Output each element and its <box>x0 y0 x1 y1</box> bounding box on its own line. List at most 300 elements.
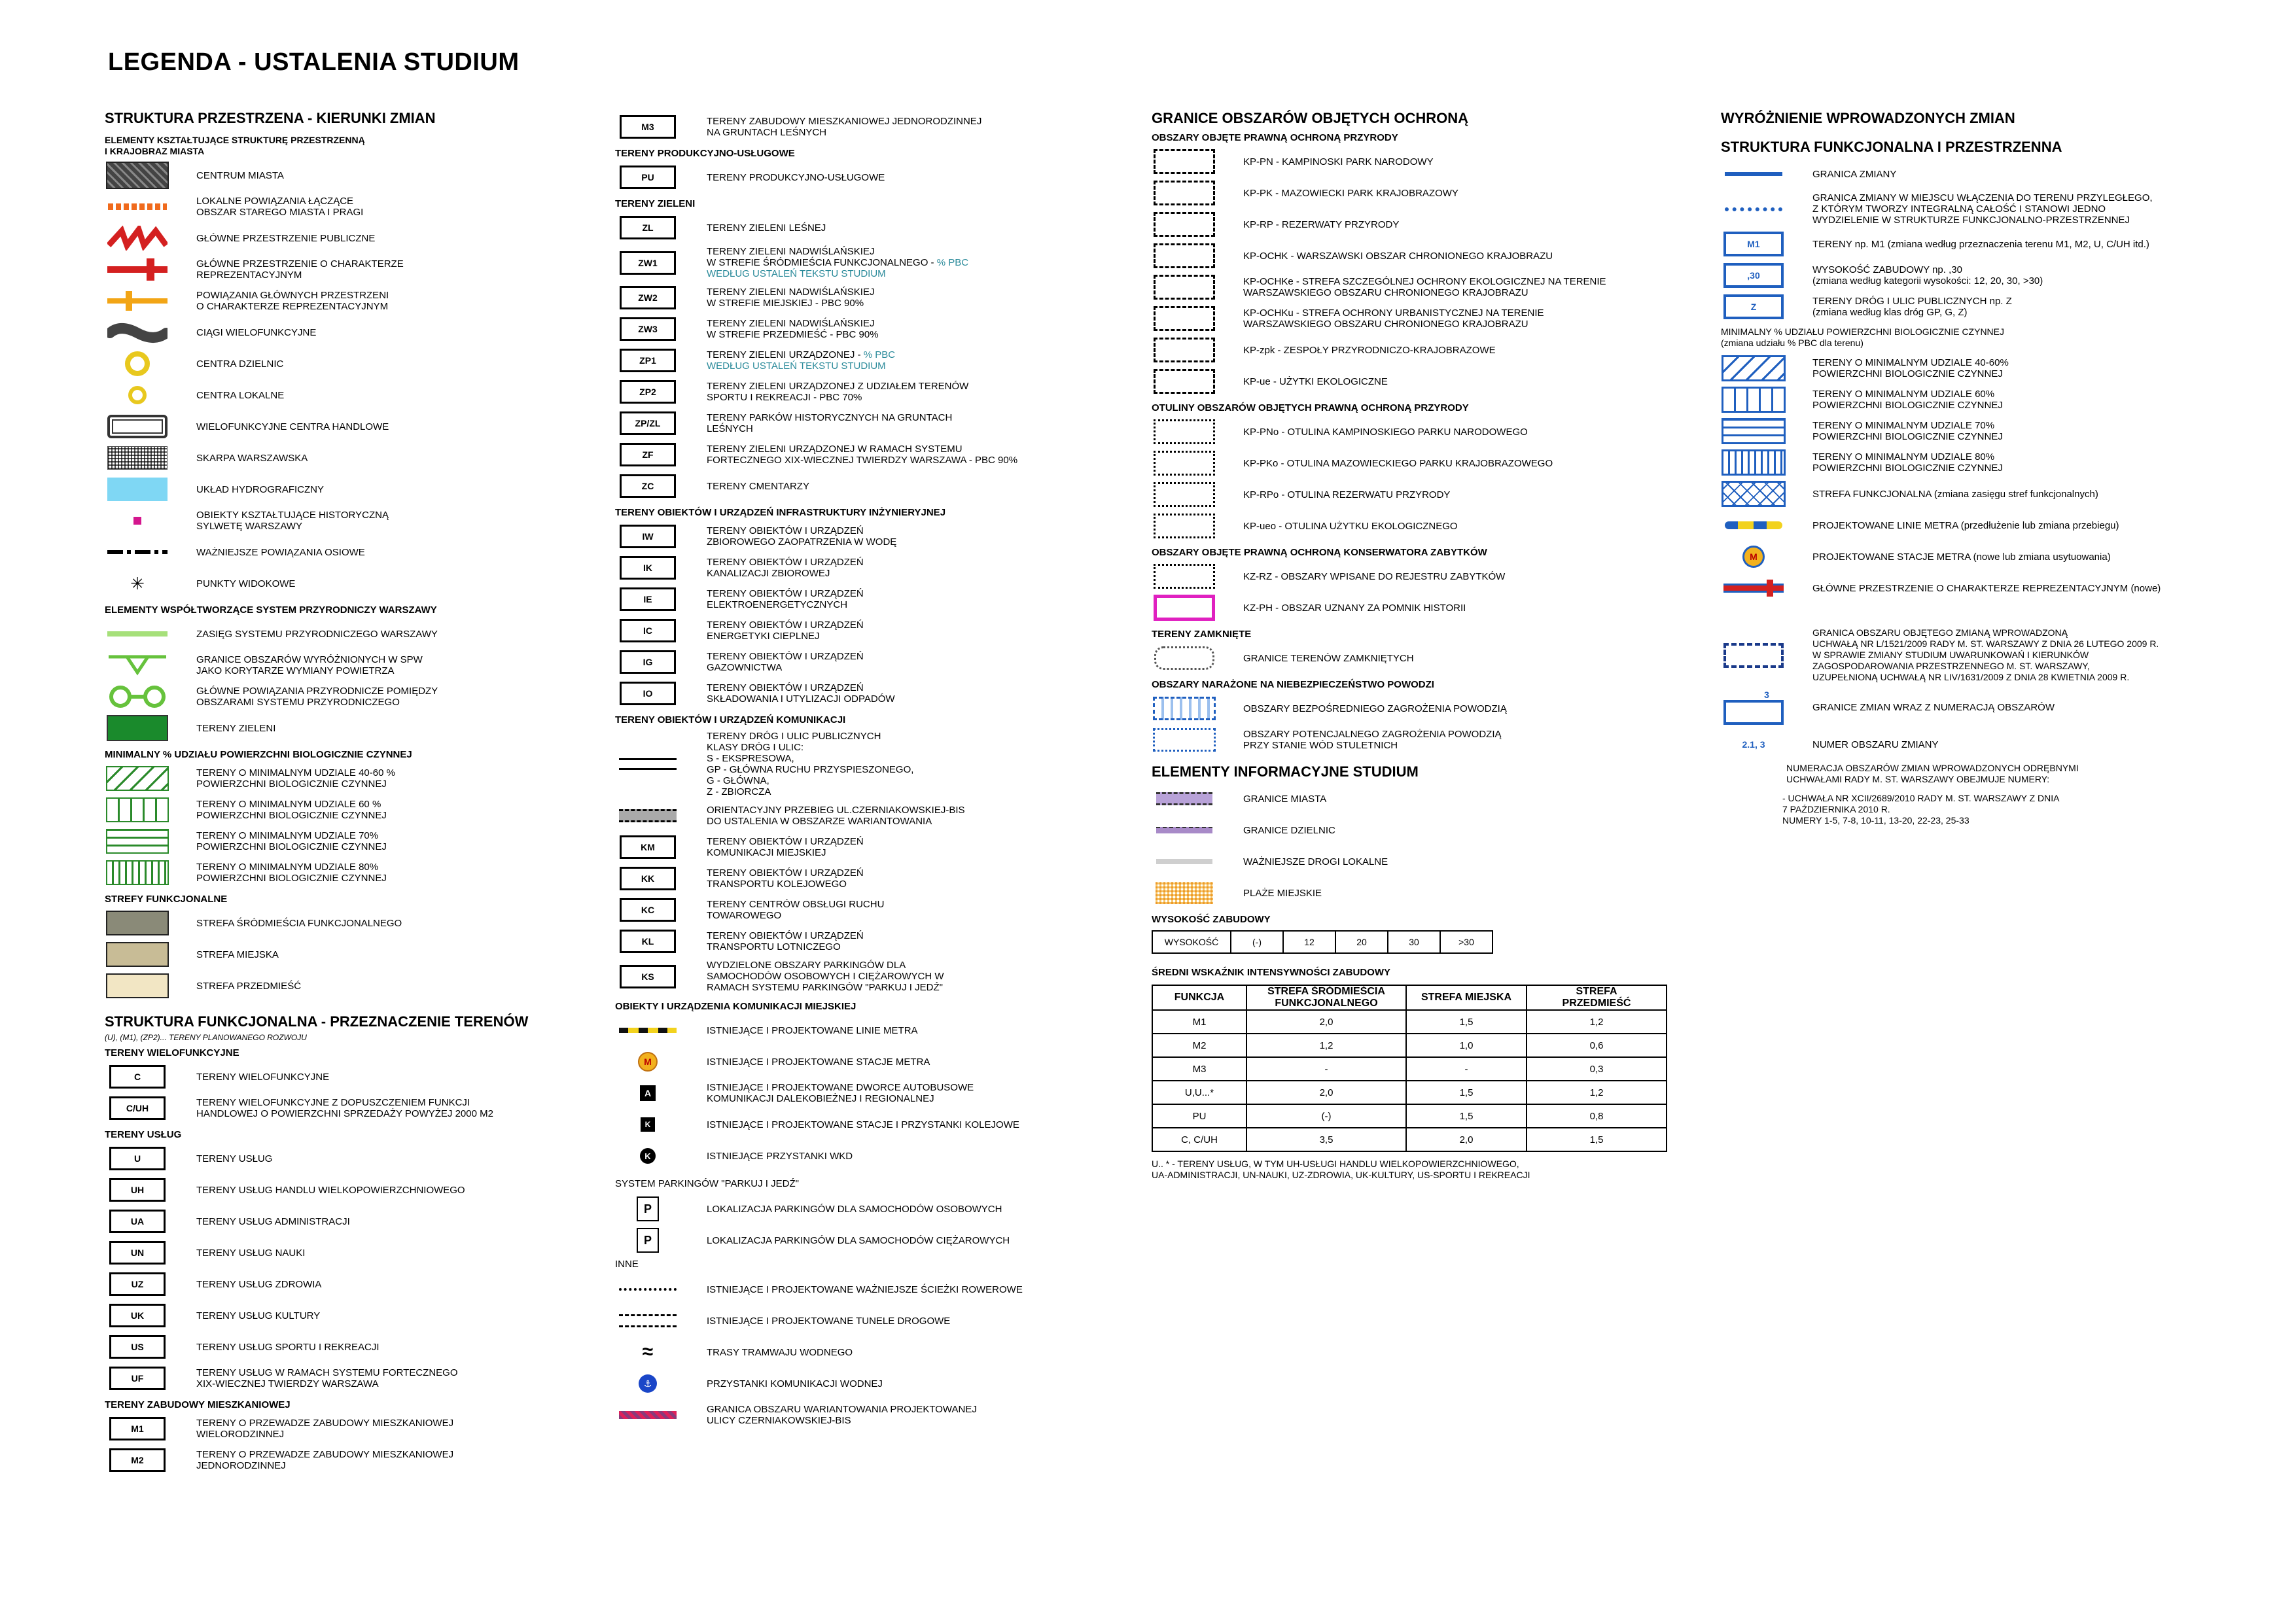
legend-row: CENTRA DZIELNIC <box>105 351 628 377</box>
bus-station-icon: A <box>615 1081 680 1105</box>
heading-zabytkow: OBSZARY OBJĘTE PRAWNĄ OCHRONĄ KONSERWATORA ZABYTKÓW <box>1152 547 1487 558</box>
table-cell: 1,2 <box>1527 1010 1667 1034</box>
strefa-przedmiesc-symbol <box>106 973 169 998</box>
granice-miasta-symbol <box>1152 787 1217 811</box>
zm-metro-station-icon: M <box>1721 545 1786 568</box>
heading-otuliny: OTULINY OBSZARÓW OBJĘTYCH PRAWNĄ OCHRONĄ PRZYRODY <box>1152 402 1469 413</box>
plaze-symbol <box>1152 881 1217 905</box>
protection-boundary-symbol <box>1154 451 1215 476</box>
code-box: ZW2 <box>620 286 676 309</box>
zm-reprezentacyjne-symbol <box>1721 576 1786 600</box>
legend-row: IE TERENY OBIEKTÓW I URZĄDZEŃ ELEKTROENERGETYCZNYCH <box>615 586 1139 612</box>
legend-row: KM TERENY OBIEKTÓW I URZĄDZEŃ KOMUNIKACJI MIEJSKIEJ <box>615 834 1139 860</box>
skarpa-symbol <box>105 446 170 470</box>
heading-ochrona: GRANICE OBSZARÓW OBJĘTYCH OCHRONĄ <box>1152 110 1469 126</box>
table-cell: 2,0 <box>1246 1010 1406 1034</box>
code-box: KM <box>620 835 676 859</box>
legend-row: KP-OCHKe - STREFA SZCZEGÓLNEJ OCHRONY EKOLOGICZNEJ NA TERENIE WARSZAWSKIEGO OBSZARU CHRONIONEGO KRAJOBRAZU <box>1152 274 1701 300</box>
centra-lokalne-icon <box>105 383 170 407</box>
table-header: STREFA PRZEDMIEŚĆ <box>1527 985 1667 1010</box>
code-box: IK <box>620 556 676 580</box>
tunnel-symbol <box>615 1309 680 1333</box>
legend-row: KP-PN - KAMPINOSKI PARK NARODOWY <box>1152 148 1701 175</box>
legend-row: ZW2 TERENY ZIELENI NADWIŚLAŃSKIEJ W STREFIE MIEJSKIEJ - PBC 90% <box>615 285 1139 311</box>
legend-row: CIĄGI WIELOFUNKCYJNE <box>105 319 628 345</box>
heading-produkcyjno: TERENY PRODUKCYJNO-USŁUGOWE <box>615 148 795 159</box>
powiazania-reprezentacyjne-symbol <box>105 289 170 313</box>
legend-row: KC TERENY CENTRÓW OBSŁUGI RUCHU TOWAROWEGO <box>615 897 1139 923</box>
legend-row: IC TERENY OBIEKTÓW I URZĄDZEŃ ENERGETYKI CIEPLNEJ <box>615 618 1139 644</box>
legend-row: ZP/ZL TERENY PARKÓW HISTORYCZNYCH NA GRUNTACH LEŚNYCH <box>615 410 1139 436</box>
legend-row: ZC TERENY CMENTARZY <box>615 473 1139 499</box>
legend-row: M PROJEKTOWANE STACJE METRA (nowe lub zmiana usytuowania) <box>1721 544 2218 570</box>
legend-row: ISTNIEJĄCE I PROJEKTOWANE WAŻNIEJSZE ŚCIEŻKI ROWEROWE <box>615 1276 1139 1302</box>
water-stop-icon: ⚓ <box>615 1372 680 1395</box>
table-cell: 1,2 <box>1246 1034 1406 1057</box>
code-box: C <box>109 1065 166 1089</box>
legend-row: C/UH TERENY WIELOFUNKCYJNE Z DOPUSZCZENIEM FUNKCJI HANDLOWEJ O POWIERZCHNI SPRZEDAŻY POWYŻEJ 2000 M2 <box>105 1095 628 1121</box>
legend-row: C TERENY WIELOFUNKCYJNE <box>105 1064 628 1090</box>
granice-dzielnic-symbol <box>1152 818 1217 842</box>
protection-boundary-symbol <box>1154 149 1215 174</box>
protection-boundary-symbol <box>1154 212 1215 237</box>
code-box: IG <box>620 650 676 674</box>
heading-funkcjonalna: STRUKTURA FUNKCJONALNA - PRZEZNACZENIE TERENÓW <box>105 1013 529 1030</box>
korytarze-symbol <box>105 654 170 677</box>
heading-informacyjne: ELEMENTY INFORMACYJNE STUDIUM <box>1152 763 1419 780</box>
legend-row: GŁÓWNE PRZESTRZENIE O CHARAKTERZE REPREZENTACYJNYM <box>105 256 628 283</box>
code-box: ZW3 <box>620 317 676 341</box>
tereny-zieleni-symbol <box>105 716 170 740</box>
heading-przyroda: ELEMENTY WSPÓŁTWORZĄCE SYSTEM PRZYRODNICZY WARSZAWY <box>105 604 437 616</box>
heading-powodzi: OBSZARY NARAŻONE NA NIEBEZPIECZEŃSTWO POWODZI <box>1152 679 1434 690</box>
table-row <box>1152 1104 1667 1128</box>
legend-row: KZ-PH - OBSZAR UZNANY ZA POMNIK HISTORII <box>1152 595 1701 621</box>
granice-zmian-symbol <box>1723 700 1784 725</box>
table-cell: 3,5 <box>1246 1128 1406 1151</box>
table-row <box>1152 1010 1667 1034</box>
protection-boundary-symbol <box>1154 181 1215 205</box>
legend-row: WIELOFUNKCYJNE CENTRA HANDLOWE <box>105 413 628 440</box>
granica-obszaru-symbol <box>1723 643 1784 668</box>
table-cell: M2 <box>1152 1034 1246 1057</box>
legend-row: UZ TERENY USŁUG ZDROWIA <box>105 1271 628 1297</box>
table-cell: 1,5 <box>1406 1010 1527 1034</box>
czerniakowska-symbol <box>615 804 680 828</box>
heading-komunikacji: TERENY OBIEKTÓW I URZĄDZEŃ KOMUNIKACJI <box>615 714 846 725</box>
table-cell: 1,5 <box>1527 1128 1667 1151</box>
legend-row: UKŁAD HYDROGRAFICZNY <box>105 476 628 502</box>
note-funkcjonalna: (U), (M1), (ZP2)... TERENY PLANOWANEGO ROZWOJU <box>105 1033 307 1042</box>
legend-row: GŁÓWNE PRZESTRZENIE O CHARAKTERZE REPREZENTACYJNYM (nowe) <box>1721 575 2218 601</box>
code-box: IW <box>620 525 676 548</box>
heading-miejskiej: OBIEKTY I URZĄDZENIA KOMUNIKACJI MIEJSKIEJ <box>615 1001 857 1012</box>
legend-row: ZP1 TERENY ZIELENI URZĄDZONEJ - % PBC WEDŁUG USTALEŃ TEKSTU STUDIUM <box>615 347 1139 374</box>
code-box: KC <box>620 898 676 922</box>
protection-boundary-symbol <box>1154 338 1215 362</box>
legend-row: P LOKALIZACJA PARKINGÓW DLA SAMOCHODÓW OSOBOWYCH <box>615 1196 1139 1222</box>
legend-row: UN TERENY USŁUG NAUKI <box>105 1240 628 1266</box>
code-box: M2 <box>109 1448 166 1472</box>
change-code-box: ,30 <box>1723 263 1784 288</box>
legend-row: KP-zpk - ZESPOŁY PRZYRODNICZO-KRAJOBRAZOWE <box>1152 337 1701 363</box>
legend-row: POWIĄZANIA GŁÓWNYCH PRZESTRZENI O CHARAKTERZE REPREZENTACYJNYM <box>105 288 628 314</box>
legend-row: ⚓ PRZYSTANKI KOMUNIKACJI WODNEJ <box>615 1370 1139 1397</box>
legend-row: ZASIĘG SYSTEMU PRZYRODNICZEGO WARSZAWY <box>105 621 628 647</box>
table-cell: PU <box>1152 1104 1246 1128</box>
legend-row: GRANICE MIASTA <box>1152 786 1701 812</box>
legend-row: IO TERENY OBIEKTÓW I URZĄDZEŃ SKŁADOWANIA I UTYLIZACJI ODPADÓW <box>615 680 1139 707</box>
strefa-srodmiescia-symbol <box>106 911 169 935</box>
column-4 <box>1721 105 2218 826</box>
table-row <box>1152 1081 1667 1104</box>
legend-row: TERENY DRÓG I ULIC PUBLICZNYCH KLASY DRÓG I ULIC: S - EKSPRESOWA, GP - GŁÓWNA RUCHU PRZYSPIESZONEGO, G - GŁÓWNA, Z - ZBIORCZA <box>615 731 1139 797</box>
zm-pbc-70-symbol <box>1722 418 1786 444</box>
produkcyjno-list <box>615 164 1139 190</box>
protection-boundary-symbol <box>1154 306 1215 331</box>
legend-row: IW TERENY OBIEKTÓW I URZĄDZEŃ ZBIOROWEGO ZAOPATRZENIA W WODĘ <box>615 523 1139 550</box>
metro-line-symbol <box>615 1019 680 1042</box>
zieleni-list <box>615 215 1139 499</box>
code-box: ZP2 <box>620 380 676 404</box>
uchwala-text: - UCHWAŁA NR XCII/2689/2010 RADY M. ST. WARSZAWY Z DNIA 7 PAŹDZIERNIKA 2010 R. NUMERY 1-5, 7-8, 10-11, 13-20, 22-23, 25-33 <box>1782 793 2060 826</box>
legend-row: LOKALNE POWIĄZANIA ŁĄCZĄCE OBSZAR STAREGO MIASTA I PRAGI <box>105 194 628 220</box>
granica-zmiany-symbol <box>1721 162 1786 186</box>
table-row <box>1152 1128 1667 1151</box>
code-box: UF <box>109 1367 166 1390</box>
legend-row: M1 TERENY np. M1 (zmiana według przeznaczenia terenu M1, M2, U, C/UH itd.) <box>1721 231 2218 257</box>
table-cell: 2,0 <box>1246 1081 1406 1104</box>
numeracja-text: NUMERACJA OBSZARÓW ZMIAN WPROWADZONYCH ODRĘBNYMI UCHWAŁAMI RADY M. ST. WARSZAWY OBEJMUJE NUMERY: <box>1786 763 2079 784</box>
table-cell: M1 <box>1152 1010 1246 1034</box>
bike-path-symbol <box>615 1278 680 1301</box>
legend-row: ZL TERENY ZIELENI LEŚNEJ <box>615 215 1139 241</box>
kz-ph-symbol <box>1154 595 1215 621</box>
legend-row: TERENY O MINIMALNYM UDZIALE 80% POWIERZCHNI BIOLOGICZNIE CZYNNEJ <box>105 860 628 886</box>
kody-list <box>1721 231 2218 320</box>
code-box: KS <box>620 965 676 988</box>
protection-boundary-symbol <box>1154 243 1215 268</box>
hydrograficzny-symbol <box>105 478 170 501</box>
table-cell: 1,5 <box>1406 1081 1527 1104</box>
rail-station-icon: K <box>615 1113 680 1136</box>
table-header: FUNKCJA <box>1152 985 1246 1010</box>
legend-row: IG TERENY OBIEKTÓW I URZĄDZEŃ GAZOWNICTWA <box>615 649 1139 675</box>
numer-obszaru-symbol: 2.1, 3 <box>1742 739 1765 750</box>
mieszkaniowej-list <box>105 1416 628 1473</box>
code-box: ZL <box>620 216 676 239</box>
code-box: US <box>109 1335 166 1359</box>
heading-wyroznienie: WYRÓŻNIENIE WPROWADZONYCH ZMIAN <box>1721 110 2015 126</box>
legend-row: STREFA MIEJSKA <box>105 941 628 968</box>
code-box: ZW1 <box>620 251 676 275</box>
heading-wielofunkcyjne: TERENY WIELOFUNKCYJNE <box>105 1047 239 1058</box>
legend-row: GRANICA OBSZARU OBJĘTEGO ZMIANĄ WPROWADZONĄ UCHWAŁĄ NR L/1521/2009 RADY M. ST. WARSZAWY Z DNIA 26 LUTEGO 2009 R. W SPRAWIE ZMIANY STUDIUM UWARUNKOWAŃ I KIERUNKÓW ZAGOSPODAROWANIA PRZESTRZENNEGO M. ST. WARSZAWY, UZUPEŁNIONĄ UCHWAŁĄ NR LIV/1631/2009 Z DNIA 28 KWIETNIA 2009 R. <box>1721 627 2218 683</box>
legend-row: ZW3 TERENY ZIELENI NADWIŚLAŃSKIEJ W STREFIE PRZEDMIEŚĆ - PBC 90% <box>615 316 1139 342</box>
legend-row: US TERENY USŁUG SPORTU I REKREACJI <box>105 1334 628 1360</box>
legend-row: KP-PNo - OTULINA KAMPINOSKIEGO PARKU NARODOWEGO <box>1152 419 1701 445</box>
metro-station-icon: M <box>615 1050 680 1073</box>
heading-zieleni: TERENY ZIELENI <box>615 198 696 209</box>
legend-row: ZF TERENY ZIELENI URZĄDZONEJ W RAMACH SYSTEMU FORTECZNEGO XIX-WIECZNEJ TWIERDZY WARSZAWA - PBC 90% <box>615 442 1139 468</box>
table-row <box>1152 1034 1667 1057</box>
code-box: UA <box>109 1210 166 1233</box>
legend-row: KK TERENY OBIEKTÓW I URZĄDZEŃ TRANSPORTU KOLEJOWEGO <box>615 865 1139 892</box>
table-cell: U,U...* <box>1152 1081 1246 1104</box>
legend-row: GRANICE TERENÓW ZAMKNIĘTYCH <box>1152 645 1701 671</box>
protection-boundary-symbol <box>1154 482 1215 507</box>
intensywnosc-table <box>1152 985 1667 1152</box>
powiazania-przyrodnicze-symbol <box>105 685 170 708</box>
legend-row: U TERENY USŁUG <box>105 1145 628 1172</box>
centra-dzielnic-icon <box>105 352 170 375</box>
int-footnote: U.. * - TERENY USŁUG, W TYM UH-USŁUGI HANDLU WIELKOPOWIERZCHNIOWEGO, UA-ADMINISTRACJI, UN-NAUKI, UZ-ZDROWIA, UK-KULTURY, US-SPORTU I REKREACJI <box>1152 1159 1530 1180</box>
heading-inne: INNE <box>615 1259 639 1270</box>
legend-row: PLAŻE MIEJSKIE <box>1152 880 1701 906</box>
legend-row: KP-OCHKu - STREFA OCHRONY URBANISTYCZNEJ NA TERENIE WARSZAWSKIEGO OBSZARU CHRONIONEGO KRAJOBRAZU <box>1152 305 1701 332</box>
table-cell: M3 <box>1152 1057 1246 1081</box>
legend-row: TERENY O MINIMALNYM UDZIALE 60% POWIERZCHNI BIOLOGICZNIE CZYNNEJ <box>1721 387 2218 413</box>
code-box: UK <box>109 1304 166 1327</box>
legend-row: K ISTNIEJĄCE I PROJEKTOWANE STACJE I PRZYSTANKI KOLEJOWE <box>615 1111 1139 1138</box>
legend-row: A ISTNIEJĄCE I PROJEKTOWANE DWORCE AUTOBUSOWE KOMUNIKACJI DALEKOBIEŻNEJ I REGIONALNEJ <box>615 1080 1139 1106</box>
table-cell: 0,3 <box>1527 1057 1667 1081</box>
legend-row: M2 TERENY O PRZEWADZE ZABUDOWY MIESZKANIOWEJ JEDNORODZINNEJ <box>105 1447 628 1473</box>
protection-boundary-symbol <box>1154 514 1215 538</box>
legend-row: M1 TERENY O PRZEWADZE ZABUDOWY MIESZKANIOWEJ WIELORODZINNEJ <box>105 1416 628 1442</box>
legend-row: KP-OCHK - WARSZAWSKI OBSZAR CHRONIONEGO KRAJOBRAZU <box>1152 243 1701 269</box>
table-cell: (-) <box>1246 1104 1406 1128</box>
legend-row: OBSZARY POTENCJALNEGO ZAGROŻENIA POWODZIĄ PRZY STANIE WÓD STULETNICH <box>1152 727 1701 753</box>
change-code-box: Z <box>1723 294 1784 319</box>
heading-zamkniete: TERENY ZAMKNIĘTE <box>1152 629 1252 640</box>
legend-row: M ISTNIEJĄCE I PROJEKTOWANE STACJE METRA <box>615 1049 1139 1075</box>
code-box: M3 <box>620 115 676 139</box>
parking-osobowe-icon: P <box>615 1197 680 1221</box>
legend-row: IK TERENY OBIEKTÓW I URZĄDZEŃ KANALIZACJI ZBIOROWEJ <box>615 555 1139 581</box>
code-box: ZP1 <box>620 349 676 372</box>
heading-struktura: STRUKTURA PRZESTRZENA - KIERUNKI ZMIAN <box>105 110 436 126</box>
legend-row: STREFA FUNKCJONALNA (zmiana zasięgu stref funkcjonalnych) <box>1721 481 2218 507</box>
table-header: STREFA ŚRÓDMIEŚCIA FUNKCJONALNEGO <box>1246 985 1406 1010</box>
spw-zasieg-symbol <box>105 622 170 646</box>
code-box: ZC <box>620 474 676 498</box>
powodz-potencjalna-symbol <box>1153 728 1216 752</box>
table-header: STREFA MIEJSKA <box>1406 985 1527 1010</box>
table-cell: 0,8 <box>1527 1104 1667 1128</box>
code-box: IO <box>620 682 676 705</box>
pbc-60-symbol <box>106 797 169 822</box>
legend-row: UH TERENY USŁUG HANDLU WIELKOPOWIERZCHNIOWEGO <box>105 1177 628 1203</box>
code-box: M1 <box>109 1417 166 1440</box>
legend-row: M3 TERENY ZABUDOWY MIESZKANIOWEJ JEDNORODZINNEJ NA GRUNTACH LEŚNYCH <box>615 114 1139 140</box>
code-box: UZ <box>109 1272 166 1296</box>
legend-row: 2.1, 3 NUMER OBSZARU ZMIANY <box>1742 739 1939 750</box>
sylweta-icon <box>105 509 170 532</box>
legend-row: KS WYDZIELONE OBSZARY PARKINGÓW DLA SAMOCHODÓW OSOBOWYCH I CIĘŻAROWYCH W RAMACH SYSTEMU PARKINGÓW "PARKUJ I JEDŹ" <box>615 960 1139 993</box>
drogi-lokalne-symbol <box>1152 850 1217 873</box>
legend-row: UA TERENY USŁUG ADMINISTRACJI <box>105 1208 628 1234</box>
code-box: KK <box>620 867 676 890</box>
legend-row: UK TERENY USŁUG KULTURY <box>105 1302 628 1329</box>
legend-row: ≈ TRASY TRAMWAJU WODNEGO <box>615 1339 1139 1365</box>
code-box: ZP/ZL <box>620 411 676 435</box>
legend-row: KP-ueo - OTULINA UŻYTKU EKOLOGICZNEGO <box>1152 513 1701 539</box>
punkty-widokowe-icon: ✳ <box>130 573 145 593</box>
table-cell: 1,0 <box>1406 1034 1527 1057</box>
legend-row: GRANICE DZIELNIC <box>1152 817 1701 843</box>
legend-row: SKARPA WARSZAWSKA <box>105 445 628 471</box>
heading-intensywnosc: ŚREDNI WSKAŹNIK INTENSYWNOŚCI ZABUDOWY <box>1152 967 1390 978</box>
legend-row: TERENY O MINIMALNYM UDZIALE 70% POWIERZCHNI BIOLOGICZNIE CZYNNEJ <box>1721 418 2218 444</box>
ciagi-symbol <box>105 321 170 344</box>
legend-row: CENTRUM MIASTA <box>105 162 628 188</box>
code-box: IE <box>620 587 676 611</box>
legend-row: GRANICE OBSZARÓW WYRÓŻNIONYCH W SPW JAKO KORYTARZE WYMIANY POWIETRZA <box>105 652 628 678</box>
legend-row: GŁÓWNE PRZESTRZENIE PUBLICZNE <box>105 225 628 251</box>
protection-boundary-symbol <box>1154 419 1215 444</box>
table-cell: - <box>1246 1057 1406 1081</box>
legend-row: ZW1 TERENY ZIELENI NADWIŚLAŃSKIEJ W STREFIE ŚRÓDMIEŚCIA FUNKCJONALNEGO - % PBC WEDŁUG USTALEŃ TEKSTU STUDIUM <box>615 246 1139 279</box>
change-code-box: M1 <box>1723 232 1784 256</box>
legend-row: ZP2 TERENY ZIELENI URZĄDZONEJ Z UDZIAŁEM TERENÓW SPORTU I REKREACJI - PBC 70% <box>615 379 1139 405</box>
legend-row: K ISTNIEJĄCE PRZYSTANKI WKD <box>615 1143 1139 1169</box>
code-box: IC <box>620 619 676 642</box>
heading-mieszkaniowej: TERENY ZABUDOWY MIESZKANIOWEJ <box>105 1399 291 1410</box>
legend-row: PROJEKTOWANE LINIE METRA (przedłużenie lub zmiana przebiegu) <box>1721 512 2218 538</box>
code-box: UN <box>109 1241 166 1265</box>
code-box: C/UH <box>109 1096 166 1120</box>
parking-ciezarowe-icon: P <box>615 1229 680 1252</box>
wkd-icon: K <box>615 1144 680 1168</box>
zm-metro-line-symbol <box>1721 514 1786 537</box>
heading-uslug: TERENY USŁUG <box>105 1129 182 1140</box>
centrum-symbol <box>105 164 170 187</box>
code-box: PU <box>620 166 676 189</box>
legend-row: WAŻNIEJSZE POWIĄZANIA OSIOWE <box>105 539 628 565</box>
legend-row: ,30 WYSOKOŚĆ ZABUDOWY np. ,30 (zmiana według kategorii wysokości: 12, 20, 30, >30) <box>1721 262 2218 288</box>
table-row <box>1152 1057 1667 1081</box>
page-title: LEGENDA - USTALENIA STUDIUM <box>108 48 520 76</box>
heading-struktura-zmian: STRUKTURA FUNKCJONALNA I PRZESTRZENNA <box>1721 139 2062 155</box>
wielofunkcyjne-list <box>105 1064 628 1121</box>
legend-row: TERENY O MINIMALNYM UDZIALE 80% POWIERZCHNI BIOLOGICZNIE CZYNNEJ <box>1721 449 2218 476</box>
legend-row: KP-PK - MAZOWIECKI PARK KRAJOBRAZOWY <box>1152 180 1701 206</box>
legend-row: TERENY O MINIMALNYM UDZIALE 60 % POWIERZCHNI BIOLOGICZNIE CZYNNEJ <box>105 797 628 823</box>
powodz-bezposrednia-symbol <box>1153 697 1216 720</box>
legend-row: P LOKALIZACJA PARKINGÓW DLA SAMOCHODÓW CIĘŻAROWYCH <box>615 1227 1139 1253</box>
wariantowanie-symbol <box>615 1403 680 1427</box>
legend-row: 3 GRANICE ZMIAN WRAZ Z NUMERACJĄ OBSZARÓW <box>1721 688 2218 726</box>
legend-row: TERENY O MINIMALNYM UDZIALE 70% POWIERZCHNI BIOLOGICZNIE CZYNNEJ <box>105 828 628 854</box>
legend-row: GRANICA OBSZARU WARIANTOWANIA PROJEKTOWANEJ ULICY CZERNIAKOWSKIEJ-BIS <box>615 1402 1139 1428</box>
heading-wysokosc: WYSOKOŚĆ ZABUDOWY <box>1152 914 1271 925</box>
reprezentacyjne-symbol <box>105 258 170 281</box>
legend-row: GŁÓWNE POWIĄZANIA PRZYRODNICZE POMIĘDZY OBSZARAMI SYSTEMU PRZYRODNICZEGO <box>105 684 628 710</box>
zm-strefa-symbol <box>1722 481 1786 507</box>
number-3-label: 3 <box>1764 689 1769 700</box>
table-cell: C, C/UH <box>1152 1128 1246 1151</box>
infra-list <box>615 523 1139 707</box>
legend-row: TERENY O MINIMALNYM UDZIALE 40-60% POWIERZCHNI BIOLOGICZNIE CZYNNEJ <box>1721 355 2218 381</box>
table-cell: 1,5 <box>1406 1104 1527 1128</box>
przyrody-list <box>1152 148 1701 394</box>
legend-row: KP-RP - REZERWATY PRZYRODY <box>1152 211 1701 237</box>
legend-row: STREFA ŚRÓDMIEŚCIA FUNKCJONALNEGO <box>105 910 628 936</box>
legend-row: KL TERENY OBIEKTÓW I URZĄDZEŃ TRANSPORTU LOTNICZEGO <box>615 928 1139 954</box>
kz-rz-symbol <box>1154 564 1215 589</box>
heading-infra: TERENY OBIEKTÓW I URZĄDZEŃ INFRASTRUKTURY INŻYNIERYJNEJ <box>615 507 946 518</box>
komunikacji-list <box>615 834 1139 993</box>
zm-pbc-40-60-symbol <box>1722 355 1786 381</box>
legend-row: OBSZARY BEZPOŚREDNIEGO ZAGROŻENIA POWODZIĄ <box>1152 695 1701 722</box>
pbc-title: MINIMALNY % UDZIAŁU POWIERZCHNI BIOLOGICZNIE CZYNNEJ (zmiana udziału % PBC dla terenu) <box>1721 326 2005 348</box>
legend-row: PU TERENY PRODUKCYJNO-USŁUGOWE <box>615 164 1139 190</box>
legend-row: WAŻNIEJSZE DROGI LOKALNE <box>1152 848 1701 875</box>
drogi-symbol <box>615 752 680 776</box>
column-2 <box>615 105 1139 1433</box>
pbc-40-60-symbol <box>106 766 169 791</box>
table-cell: 1,2 <box>1527 1081 1667 1104</box>
legend-row: GRANICA ZMIANY <box>1721 161 2218 187</box>
heading-przyrody: OBSZARY OBJĘTE PRAWNĄ OCHRONĄ PRZYRODY <box>1152 132 1398 143</box>
table-header-row <box>1152 985 1667 1010</box>
heading-strefy: STREFY FUNKCJONALNE <box>105 894 228 905</box>
heading-pbc: MINIMALNY % UDZIAŁU POWIERZCHNI BIOLOGICZNIE CZYNNEJ <box>105 749 412 760</box>
code-box: UH <box>109 1178 166 1202</box>
legend-row: KP-PKo - OTULINA MAZOWIECKIEGO PARKU KRAJOBRAZOWEGO <box>1152 450 1701 476</box>
legend-row: KP-ue - UŻYTKI EKOLOGICZNE <box>1152 368 1701 394</box>
granica-wlaczenia-symbol <box>1721 198 1786 221</box>
legend-row: TERENY ZIELENI <box>105 715 628 741</box>
legend-row: Z TERENY DRÓG I ULIC PUBLICZNYCH np. Z (zmiana według klas dróg GP, G, Z) <box>1721 294 2218 320</box>
legend-row: OBIEKTY KSZTAŁTUJĄCE HISTORYCZNĄ SYLWETĘ WARSZAWY <box>105 508 628 534</box>
legend-row: ORIENTACYJNY PRZEBIEG UL.CZERNIAKOWSKIEJ-BIS DO USTALENIA W OBSZARZE WARIANTOWANIA <box>615 803 1139 829</box>
table-cell: 0,6 <box>1527 1034 1667 1057</box>
przestrzenie-publiczne-symbol <box>105 226 170 250</box>
zm-pbc-80-symbol <box>1722 449 1786 476</box>
legend-row: GRANICA ZMIANY W MIEJSCU WŁĄCZENIA DO TERENU PRZYLEGŁEGO, Z KTÓRYM TWORZY INTEGRALNĄ CAŁOŚĆ I STANOWI JEDNO WYDZIELENIE W STRUKTURZE FUNKCJONALNO-PRZESTRZENNEJ <box>1721 192 2218 226</box>
table-cell: 2,0 <box>1406 1128 1527 1151</box>
uslug-list <box>105 1145 628 1391</box>
table-cell: - <box>1406 1057 1527 1081</box>
protection-boundary-symbol <box>1154 369 1215 394</box>
wysokosc-table: WYSOKOŚĆ (-) 12 20 30 >30 <box>1152 930 1493 954</box>
legend-row: CENTRA LOKALNE <box>105 382 628 408</box>
column-3 <box>1152 105 1701 1181</box>
strefa-miejska-symbol <box>106 942 169 967</box>
pbc-80-symbol <box>106 860 169 885</box>
legend-row: TERENY O MINIMALNYM UDZIALE 40-60 % POWIERZCHNI BIOLOGICZNIE CZYNNEJ <box>105 765 628 792</box>
code-box: U <box>109 1147 166 1170</box>
pbc-70-symbol <box>106 829 169 854</box>
water-tram-icon: ≈ <box>642 1341 654 1363</box>
legend-row: KZ-RZ - OBSZARY WPISANE DO REJESTRU ZABYTKÓW <box>1152 563 1701 589</box>
centra-handlowe-symbol <box>105 415 170 438</box>
heading-parkingow: SYSTEM PARKINGÓW "PARKUJ I JEDŹ" <box>615 1178 799 1189</box>
column-1 <box>105 105 628 1478</box>
heading-elementy: ELEMENTY KSZTAŁTUJĄCE STRUKTURĘ PRZESTRZENNĄ I KRAJOBRAZ MIASTA <box>105 135 365 156</box>
legend-row: ISTNIEJĄCE I PROJEKTOWANE LINIE METRA <box>615 1017 1139 1043</box>
legend-row: ✳ PUNKTY WIDOKOWE <box>105 570 628 597</box>
protection-boundary-symbol <box>1154 275 1215 300</box>
powiazania-symbol <box>105 195 170 218</box>
zamkniete-symbol <box>1154 646 1214 670</box>
zm-pbc-60-symbol <box>1722 387 1786 413</box>
legend-row: KP-RPo - OTULINA REZERWATU PRZYRODY <box>1152 481 1701 508</box>
code-box: KL <box>620 930 676 953</box>
legend-row: ISTNIEJĄCE I PROJEKTOWANE TUNELE DROGOWE <box>615 1308 1139 1334</box>
